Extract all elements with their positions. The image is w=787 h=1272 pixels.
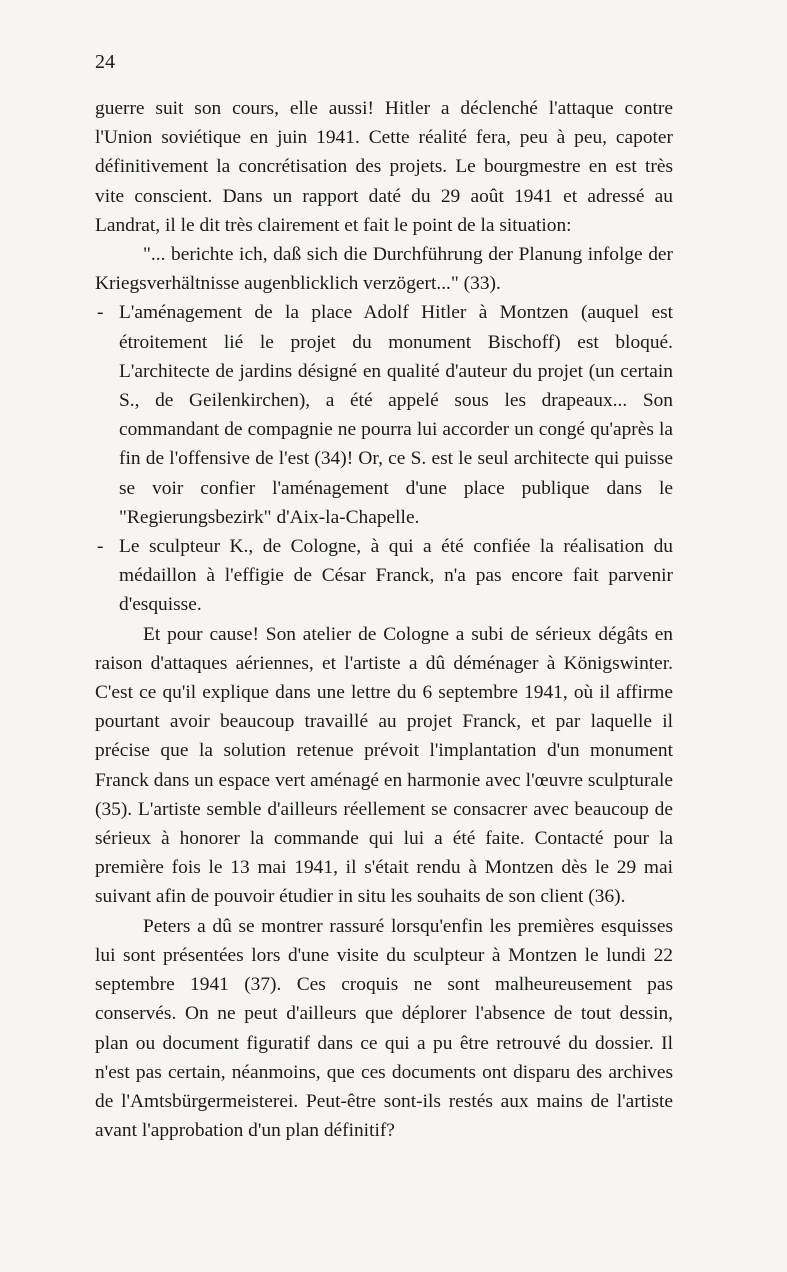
bullet-text: Le sculpteur K., de Cologne, à qui a été confiée la réalisation du médaillon à l'effigie de César Franck, n'a pas encore fait parvenir d'esquisse. — [119, 536, 673, 616]
paragraph-atelier: Et pour cause! Son atelier de Cologne a subi de sérieux dégâts en raison d'attaques aériennes, et l'artiste a dû déménager à Königswinter. C'est ce qu'il explique dans une lettre du 6 septembre 1941, où il affirme pourtant avoir beaucoup travaillé au projet Franck, et par laquelle il précise que la solution retenue prévoit l'implantation d'un monument Franck dans un espace vert aménagé en harmonie avec l'œuvre sculpturale (35). L'artiste semble d'ailleurs réellement se consacrer avec beaucoup de sérieux à honorer la commande qui lui a été faite. Contacté pour la première fois le 13 mai 1941, il s'était rendu à Montzen dès le 29 mai suivant afin de pouvoir étudier in situ les souhaits de son client (36). — [95, 623, 673, 908]
bullet-text: L'aménagement de la place Adolf Hitler à Montzen (auquel est étroitement lié le projet du monument Bischoff) est bloqué. L'architecte de jardins désigné en qualité d'auteur du projet (un certain S., de Geilenkirchen), a été appelé sous les drapeaux... Son commandant de compagnie ne pourra lui accorder un congé qu'après la fin de l'offensive de l'est (34)! Or, ce S. est le seul architecte qui puisse se voir confier l'aménagement d'une place publique dans le "Regierungsbezirk" d'Aix-la-Chapelle. — [119, 302, 673, 528]
german-quote: "... berichte ich, daß sich die Durchführung der Planung infolge der Kriegsverhältnisse augenblicklich verzögert..." (33). — [95, 244, 673, 295]
bullet-dash: - — [97, 302, 104, 324]
bullet-dash: - — [97, 536, 104, 558]
page-body — [95, 94, 673, 1145]
bullet-item-sculpteur — [95, 532, 673, 620]
paragraph-war-context: guerre suit son cours, elle aussi! Hitler a déclenché l'attaque contre l'Union soviétique en juin 1941. Cette réalité fera, peu à peu, capoter définitivement la concrétisation des projets. Le bourgmestre en est très vite conscient. Dans un rapport daté du 29 août 1941 et adressé au Landrat, il le dit très clairement et fait le point de la situation: — [95, 98, 673, 236]
page-number: 24 — [95, 51, 115, 73]
paragraph-esquisses: Peters a dû se montrer rassuré lorsqu'enfin les premières esquisses lui sont présentées lors d'une visite du sculpteur à Montzen le lundi 22 septembre 1941 (37). Ces croquis ne sont malheureusement pas conservés. On ne peut d'ailleurs que déplorer l'absence de tout dessin, plan ou document figuratif dans ce qui a pu être retrouvé du dossier. Il n'est pas certain, néanmoins, que ces documents ont disparu des archives de l'Amtsbürgermeisterei. Peut-être sont-ils restés aux mains de l'artiste avant l'approbation d'un plan définitif? — [95, 915, 673, 1142]
bullet-item-place-amenagement — [95, 298, 673, 532]
